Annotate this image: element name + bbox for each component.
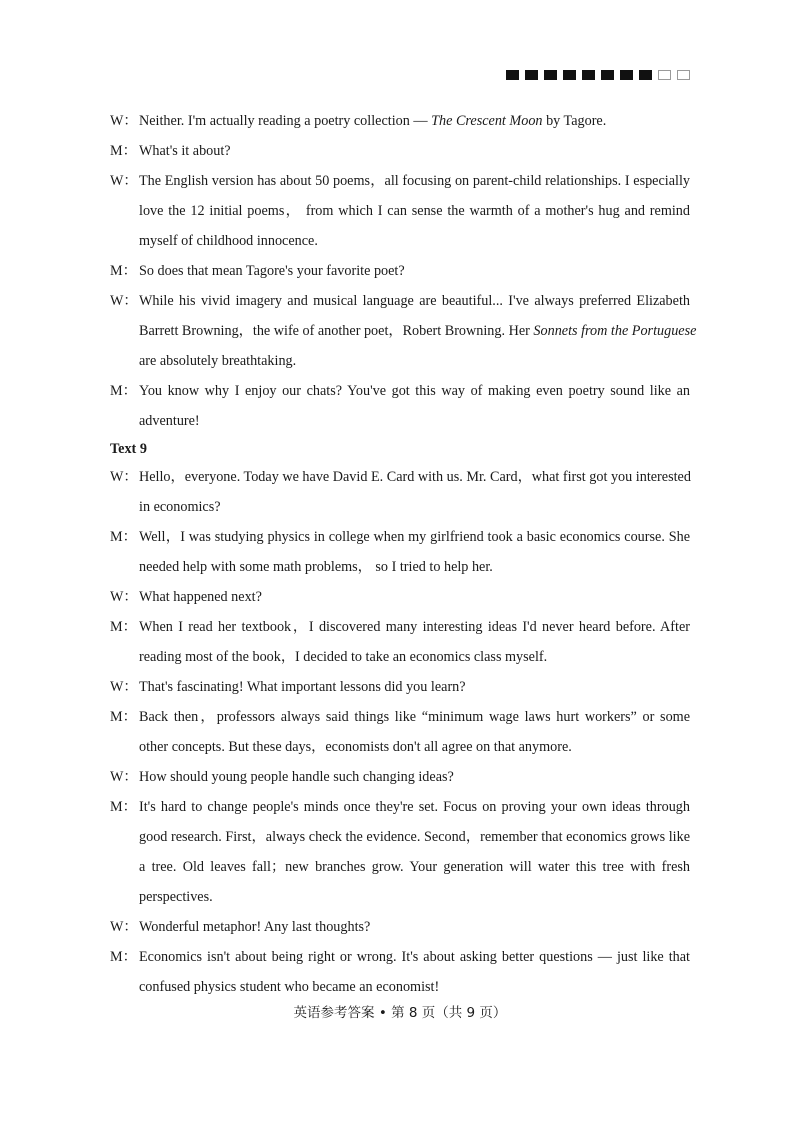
dialogue-line [110, 792, 690, 822]
line-text: perspectives. [139, 889, 213, 905]
dialogue-line [110, 106, 690, 136]
dialogue-continuation [110, 852, 690, 882]
dialogue-line [110, 612, 690, 642]
marker-square-filled [639, 70, 652, 80]
dialogue-continuation [110, 552, 690, 582]
line-text: adventure! [139, 413, 200, 429]
marker-square-empty [658, 70, 671, 80]
line-text: Well，I was studying physics in college when my girlfriend took a basic economics course. She [139, 529, 690, 545]
dialogue-line [110, 672, 690, 702]
line-text: confused physics student who became an economist! [139, 979, 440, 995]
line-text: a tree. Old leaves fall；new branches grow. Your generation will water this tree with fresh [139, 859, 690, 875]
dialogue-line [110, 582, 690, 612]
speaker-label: M： [110, 263, 137, 279]
dialogue-line [110, 762, 690, 792]
dialogue-continuation [110, 346, 690, 376]
dialogue-line [110, 166, 690, 196]
dialogue-line [110, 942, 690, 972]
line-text: What's it about? [139, 143, 231, 159]
dialogue-continuation [110, 822, 690, 852]
dialogue-continuation [110, 882, 690, 912]
speaker-label: W： [110, 589, 138, 605]
marker-square-filled [506, 70, 519, 80]
dialogue-continuation [110, 196, 690, 226]
line-text: When I read her textbook，I discovered many interesting ideas I'd never heard before. After [139, 619, 690, 635]
line-text: Neither. I'm actually reading a poetry collection — [139, 113, 432, 129]
line-text: good research. First，always check the evidence. Second，remember that economics grows like [139, 829, 690, 845]
line-text: That's fascinating! What important lessons did you learn? [139, 679, 466, 695]
speaker-label: M： [110, 949, 137, 965]
line-text: reading most of the book，I decided to take an economics class myself. [139, 649, 548, 665]
line-text: myself of childhood innocence. [139, 233, 318, 249]
dialogue-continuation [110, 226, 690, 256]
page-progress-marker [506, 70, 690, 82]
line-text: What happened next? [139, 589, 262, 605]
dialogue-line [110, 522, 690, 552]
line-text: are absolutely breathtaking. [139, 353, 297, 369]
dialogue-line [110, 136, 690, 166]
speaker-label: W： [110, 919, 138, 935]
speaker-label: W： [110, 113, 138, 129]
dialogue-continuation [110, 732, 690, 762]
speaker-label: M： [110, 143, 137, 159]
transcript-body [110, 106, 697, 1002]
book-title-sonnets: Sonnets from the Portuguese [533, 323, 697, 339]
marker-square-empty [677, 70, 690, 80]
page-footer: 英语参考答案 • 第 8 页（共 9 页） [293, 1005, 507, 1021]
dialogue-line [110, 256, 690, 286]
line-text: The English version has about 50 poems，all focusing on parent-child relationships. I especially [139, 173, 690, 189]
speaker-label: W： [110, 679, 138, 695]
line-text: So does that mean Tagore's your favorite poet? [139, 263, 405, 279]
line-text: Back then，professors always said things like “minimum wage laws hurt workers” or some [139, 709, 690, 725]
line-text: It's hard to change people's minds once they're set. Focus on proving your own ideas through [139, 799, 690, 815]
line-text: Hello，everyone. Today we have David E. Card with us. Mr. Card，what first got you interested [139, 469, 691, 485]
dialogue-continuation [110, 642, 690, 672]
speaker-label: W： [110, 293, 138, 309]
speaker-label: M： [110, 529, 137, 545]
section-heading: Text 9 [110, 441, 147, 457]
speaker-label: M： [110, 383, 137, 399]
marker-square-filled [544, 70, 557, 80]
speaker-label: M： [110, 709, 137, 725]
dialogue-continuation [110, 316, 697, 346]
marker-square-filled [620, 70, 633, 80]
marker-square-filled [582, 70, 595, 80]
speaker-label: M： [110, 799, 137, 815]
dialogue-line [110, 462, 690, 492]
marker-square-filled [601, 70, 614, 80]
speaker-label: W： [110, 173, 138, 189]
line-text: While his vivid imagery and musical language are beautiful... I've always preferred Elizabeth [139, 293, 690, 309]
line-text: in economics? [139, 499, 221, 515]
line-text-tail: by Tagore. [542, 113, 607, 129]
dialogue-continuation [110, 406, 690, 436]
speaker-label: W： [110, 469, 138, 485]
book-title-crescent-moon: The Crescent Moon [431, 113, 543, 129]
marker-square-filled [525, 70, 538, 80]
line-text: Barrett Browning，the wife of another poet，Robert Browning. Her [139, 323, 534, 339]
line-text: Wonderful metaphor! Any last thoughts? [139, 919, 371, 935]
dialogue-line [110, 702, 690, 732]
dialogue-continuation [110, 492, 690, 522]
dialogue-continuation [110, 972, 690, 1002]
line-text: love the 12 initial poems， from which I can sense the warmth of a mother's hug and remind [139, 203, 690, 219]
line-text: needed help with some math problems， so I tried to help her. [139, 559, 493, 575]
line-text: Economics isn't about being right or wrong. It's about asking better questions — just like that [139, 949, 690, 965]
line-text: You know why I enjoy our chats? You've got this way of making even poetry sound like an [139, 383, 690, 399]
line-text: How should young people handle such changing ideas? [139, 769, 454, 785]
speaker-label: M： [110, 619, 137, 635]
dialogue-line [110, 912, 690, 942]
speaker-label: W： [110, 769, 138, 785]
dialogue-line [110, 286, 690, 316]
dialogue-line [110, 376, 690, 406]
line-text-group [139, 106, 606, 136]
marker-square-filled [563, 70, 576, 80]
line-text: other concepts. But these days，economists don't all agree on that anymore. [139, 739, 572, 755]
